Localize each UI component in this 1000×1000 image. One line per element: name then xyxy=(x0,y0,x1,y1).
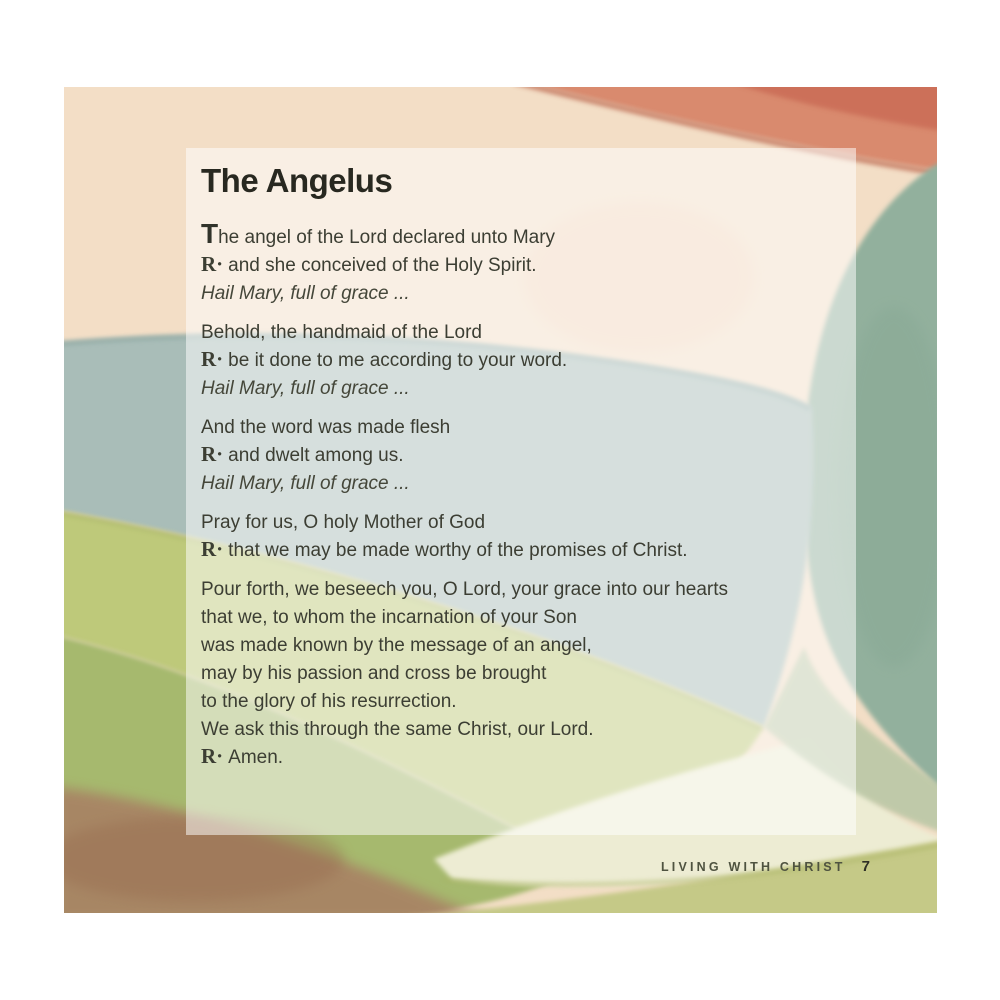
prayer-line xyxy=(201,744,838,772)
drop-cap: T xyxy=(201,218,219,249)
prayer-line: And the word was made flesh xyxy=(201,417,451,438)
stanza-word-made-flesh xyxy=(201,414,838,498)
prayer-line: Pray for us, O holy Mother of God xyxy=(201,512,486,533)
page-title: The Angelus xyxy=(201,162,393,199)
prayer-line: may by his passion and cross be brought xyxy=(201,663,547,684)
prayer-panel xyxy=(186,148,856,835)
response-marker: R· xyxy=(201,252,224,276)
watercolor-artwork xyxy=(64,87,937,913)
line-text: and she conceived of the Holy Spirit. xyxy=(228,255,537,276)
response-marker: R· xyxy=(201,442,224,466)
line-text: be it done to me according to your word. xyxy=(228,350,568,371)
line-text: and dwelt among us. xyxy=(228,445,404,466)
line-text: he angel of the Lord declared unto Mary xyxy=(218,227,556,248)
footer-brand: LIVING WITH CHRIST xyxy=(660,860,846,874)
footer-page-number: 7 xyxy=(861,858,870,875)
line-text: that we may be made worthy of the promises of Christ. xyxy=(228,540,688,561)
stanza-handmaid xyxy=(201,319,838,403)
refrain-line: Hail Mary, full of grace ... xyxy=(201,378,410,399)
footer xyxy=(661,858,870,875)
refrain-line: Hail Mary, full of grace ... xyxy=(201,473,410,494)
stanza-annunciation xyxy=(201,218,838,308)
prayer-line xyxy=(201,218,838,252)
prayer-line: was made known by the message of an angel, xyxy=(201,635,592,656)
stanza-pray-for-us xyxy=(201,509,838,565)
prayer-line: Pour forth, we beseech you, O Lord, your grace into our hearts xyxy=(201,579,729,600)
prayer-line xyxy=(201,537,838,565)
prayer-line: that we, to whom the incarnation of your Son xyxy=(201,607,577,628)
prayer-line: We ask this through the same Christ, our Lord. xyxy=(201,719,594,740)
response-marker: R· xyxy=(201,347,224,371)
prayer-line: Behold, the handmaid of the Lord xyxy=(201,322,482,343)
response-marker: R· xyxy=(201,537,224,561)
stanza-collect xyxy=(201,576,838,772)
prayer-line: to the glory of his resurrection. xyxy=(201,691,457,712)
refrain-line: Hail Mary, full of grace ... xyxy=(201,283,410,304)
prayer-line xyxy=(201,442,838,470)
prayer-line xyxy=(201,347,838,375)
prayer-line xyxy=(201,252,838,280)
line-text: Amen. xyxy=(228,747,284,768)
response-marker: R· xyxy=(201,744,224,768)
